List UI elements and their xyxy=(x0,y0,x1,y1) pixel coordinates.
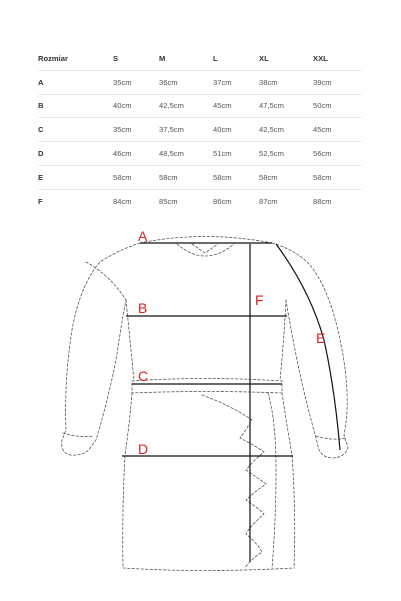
table-cell: 40cm xyxy=(113,94,159,118)
table-cell: 45cm xyxy=(313,118,362,142)
table-row xyxy=(38,142,362,166)
table-cell: 50cm xyxy=(313,94,362,118)
table-cell: 88cm xyxy=(313,196,332,206)
table-cell: 58cm xyxy=(113,165,159,189)
measure-line-e xyxy=(276,244,340,450)
header-s: S xyxy=(113,47,159,70)
table-cell: 85cm xyxy=(159,196,178,206)
table-cell: 56cm xyxy=(313,142,362,166)
table-cell: 37,5cm xyxy=(159,118,213,142)
table-cell: 46cm xyxy=(113,142,159,166)
label-a: A xyxy=(138,228,148,244)
header-size: Rozmiar xyxy=(38,47,113,70)
table-cell: 40cm xyxy=(213,118,259,142)
table-cell: 42,5cm xyxy=(159,94,213,118)
table-cell: 51cm xyxy=(213,142,259,166)
table-cell: 58cm xyxy=(159,165,213,189)
table-header-row xyxy=(38,47,362,70)
table-cell: 48,5cm xyxy=(159,142,213,166)
row-label: F xyxy=(38,196,43,206)
table-cell: 38cm xyxy=(259,70,313,94)
label-f: F xyxy=(255,292,264,308)
table-cell: 86cm xyxy=(213,196,232,206)
label-d: D xyxy=(138,441,149,457)
label-b: B xyxy=(138,300,148,316)
table-cell: 84cm xyxy=(113,196,132,206)
header-xl: XL xyxy=(259,47,313,70)
table-cell: 39cm xyxy=(313,70,362,94)
table-cell: 58cm xyxy=(313,165,362,189)
table-cell: 37cm xyxy=(213,70,259,94)
size-table xyxy=(38,47,362,213)
table-cell: 45cm xyxy=(213,94,259,118)
table-cell: 58cm xyxy=(213,165,259,189)
table-row xyxy=(38,189,362,212)
table-cell: 42,5cm xyxy=(259,118,313,142)
measurement-lines xyxy=(122,243,340,562)
table-row xyxy=(38,165,362,189)
table-cell: 36cm xyxy=(159,70,213,94)
table-cell: 35cm xyxy=(113,70,159,94)
table-cell: 52,5cm xyxy=(259,142,313,166)
header-l: L xyxy=(213,47,259,70)
label-e: E xyxy=(316,330,326,346)
dress-outline xyxy=(62,237,348,571)
header-m: M xyxy=(159,47,213,70)
table-row xyxy=(38,94,362,118)
table-cell: 47,5cm xyxy=(259,94,313,118)
table-cell: 58cm xyxy=(259,165,313,189)
row-label: A xyxy=(38,70,113,94)
table-cell: 35cm xyxy=(113,118,159,142)
table-row xyxy=(38,70,362,94)
label-c: C xyxy=(138,368,149,384)
row-label: E xyxy=(38,165,113,189)
table-cell: 87cm xyxy=(259,196,278,206)
row-label: C xyxy=(38,118,113,142)
measurement-labels xyxy=(138,228,325,457)
table-row xyxy=(38,118,362,142)
header-xxl: XXL xyxy=(313,47,362,70)
row-label: B xyxy=(38,94,113,118)
dress-measurement-diagram xyxy=(0,215,401,601)
row-label: D xyxy=(38,142,113,166)
